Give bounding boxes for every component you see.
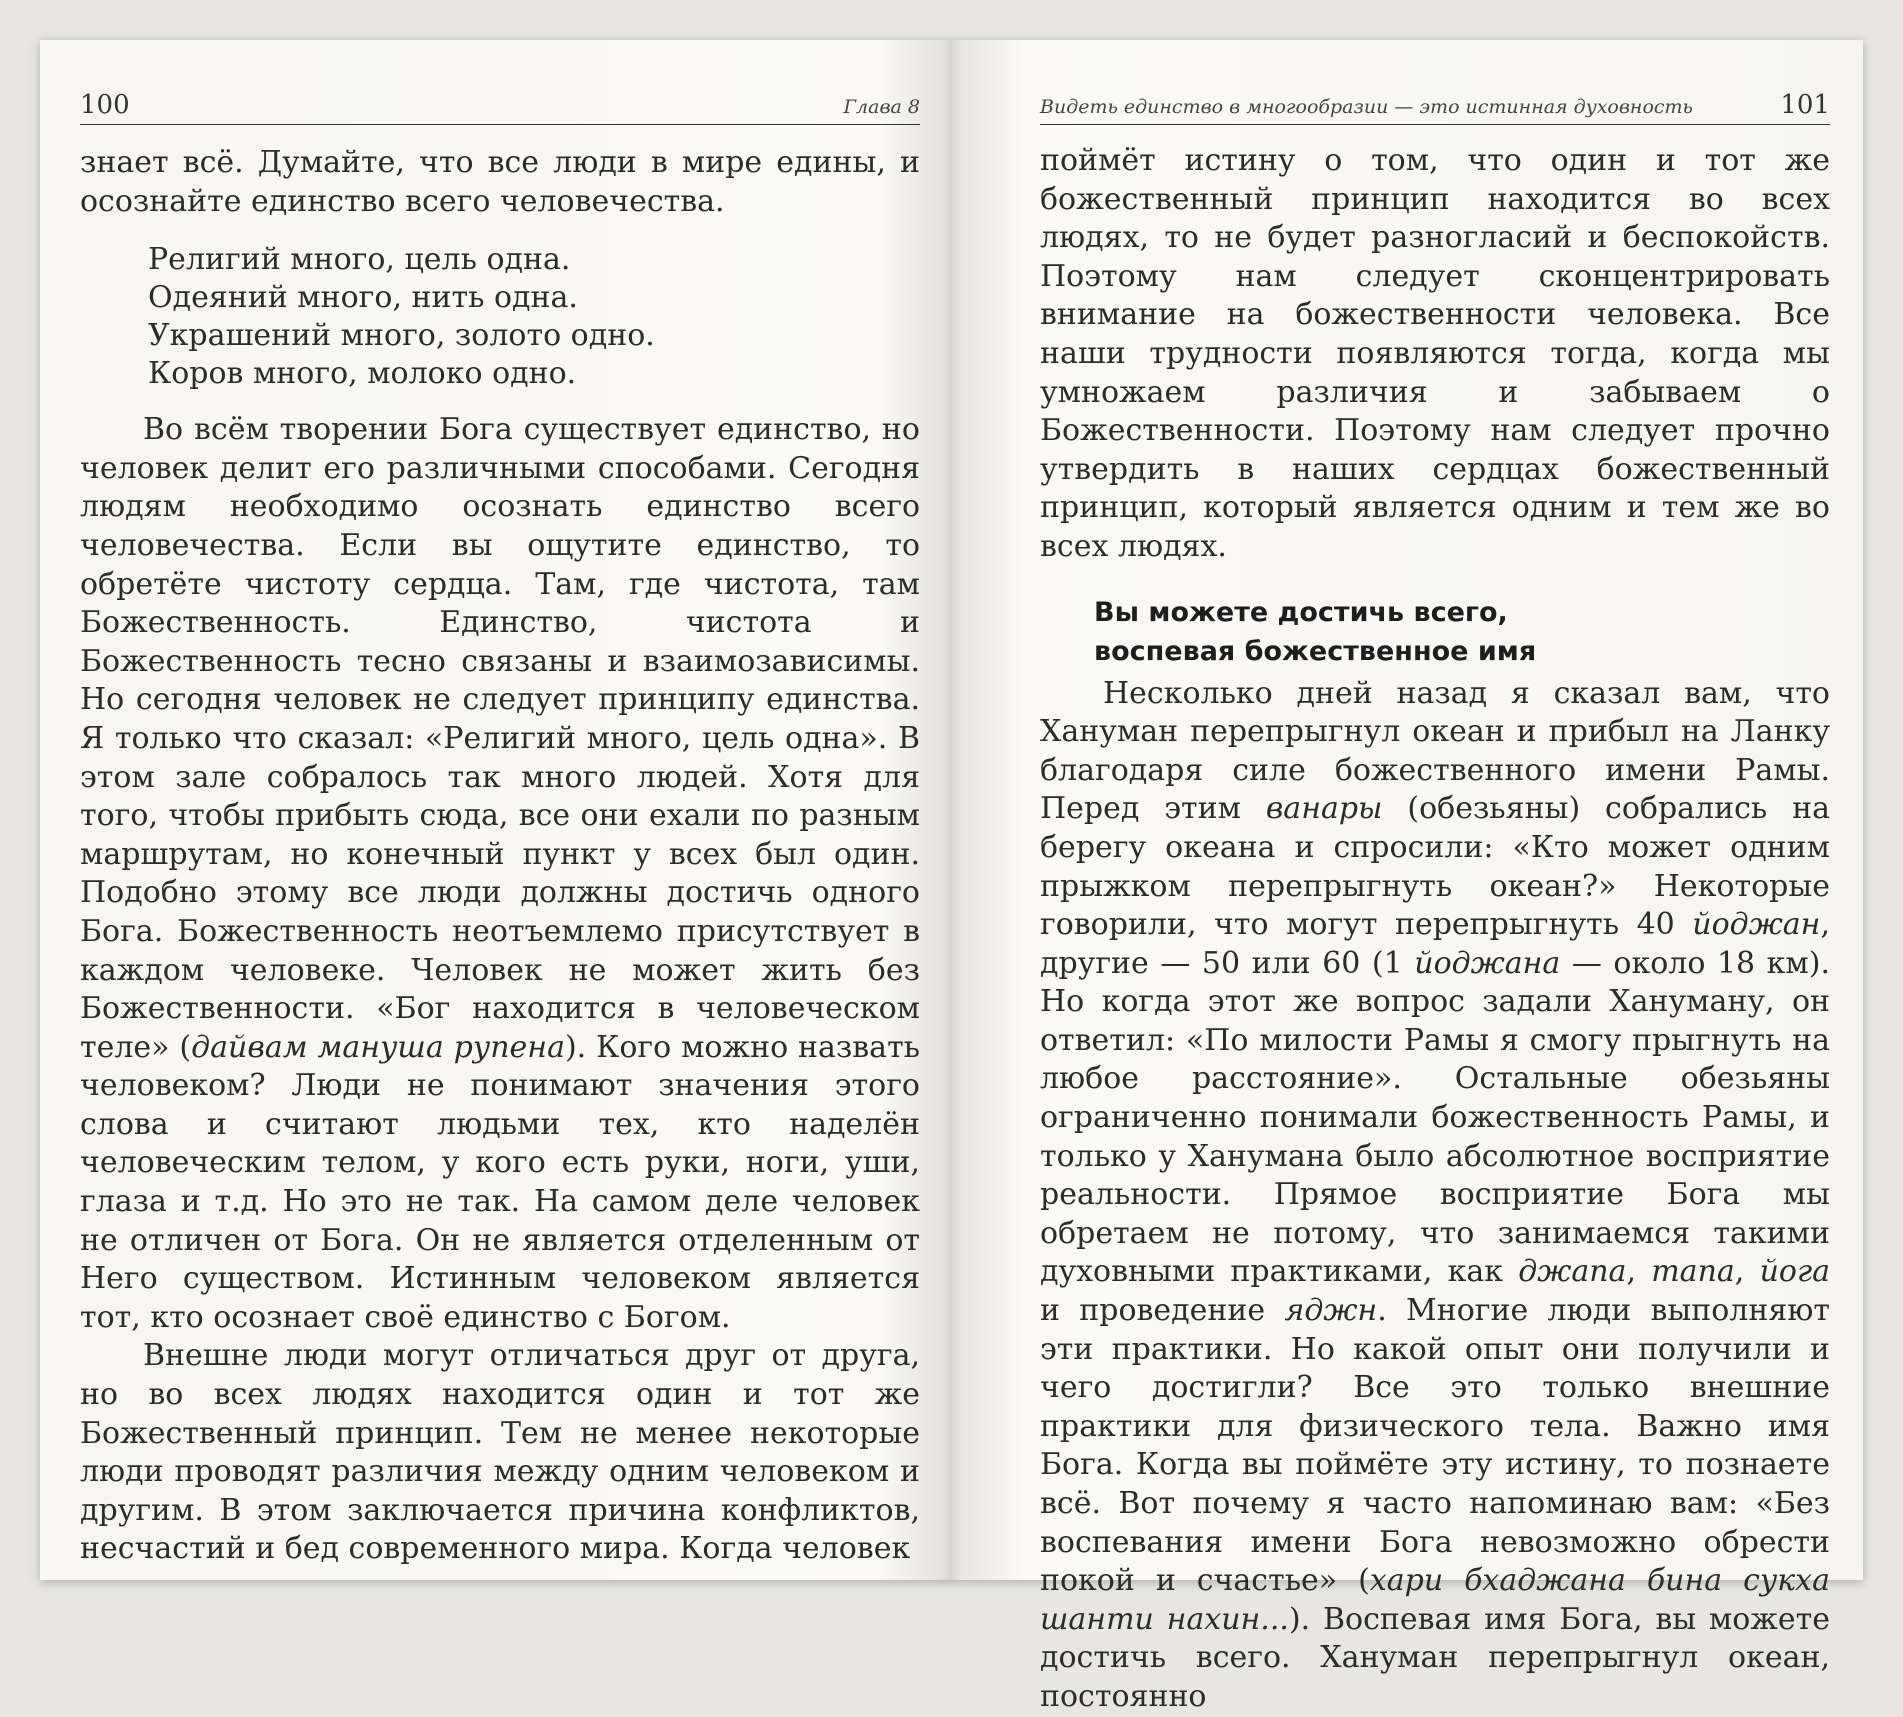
right-page [1030, 40, 1831, 1714]
text-run: , [1734, 1254, 1760, 1290]
italic-term: йоджана [1414, 945, 1561, 981]
paragraph: знает всё. Думайте, что все люди в мире едины, и осознайте единство всего человечества. [80, 145, 920, 219]
italic-term: хари бхаджана бина сукха шанти нахин... [1040, 1563, 1830, 1637]
verse-line: Религий много, цель одна. [148, 242, 571, 278]
right-page-body [1040, 142, 1830, 1717]
italic-term: яджн [1284, 1293, 1378, 1329]
text-run: Несколько дней назад я сказал вам, что Хануман перепрыгнул океан и прибыл на Ланку благодаря силе божественного имени Рамы. Перед этим [1040, 675, 1830, 827]
text-run: — около 18 км). Но когда этот же вопрос задали Хануману, он ответил: «По милости Рамы я смогу прыгнуть на любое расстояние». Остальные обезьяны ограниченно понимали божественность Рамы, и только у Ханумана было абсолютное восприятие реальности. Прямое восприятие Бога мы обретаем не потому, что занимаемся такими духовными практиками, как [1040, 945, 1830, 1290]
paragraph: поймёт истину о том, что один и тот же божественный принцип находится во всех людях, то не будет разногласий и беспокойств. Поэтому нам следует сконцентрировать внимание на божественности человека. Все наши трудности появляются тогда, когда мы умножаем различия и забываем о Божественности. Поэтому нам следует прочно утвердить в наших сердцах божественный принцип, который является одним и тем же во всех людях. [1040, 143, 1830, 564]
verse-block [148, 241, 920, 393]
italic-term: джапа [1518, 1254, 1627, 1290]
heading-line: воспевая божественное имя [1094, 635, 1537, 667]
verse-line: Коров много, молоко одно. [148, 356, 577, 392]
text-run: Во всём творении Бога существует единство, но человек делит его различными способами. Сегодня людям необходимо осознать единство всего человечества. Если вы ощутите единство, то обретёте чистоту сердца. Там, где чистота, там Божественность. Единство, чистота и Божественность тесно связаны и взаимозависимы. Но сегодня человек не следует принципу единства. Я только что сказал: «Религий много, цель одна». В этом зале собралось так много людей. Хотя для того, чтобы прибыть сюда, все они ехали по разным маршрутам, но конечный пункт у всех был один. Подобно этому все люди должны достичь одного Бога. Божественность неотъемлемо присутствует в каждом человеке. Человек не может жить без Божественности. «Бог находится в человеческом теле» ( [80, 412, 920, 1065]
text-run: (обезьяны) собрались на берегу океана и спросили: «Кто может одним прыжком перепрыгнуть океан?» Некоторые говорили, что могут перепрыгнуть 40 [1040, 791, 1830, 943]
italic-term: тапа [1651, 1254, 1735, 1290]
text-run: ). Воспевая имя Бога, вы можете достичь всего. Хануман перепрыгнул океан, постоянно [1040, 1601, 1831, 1714]
running-head: Глава 8 [843, 96, 920, 118]
italic-term: йога [1759, 1254, 1830, 1290]
left-page-body [80, 144, 920, 1569]
page-number: 100 [80, 90, 130, 120]
text-run: и проведение [1040, 1293, 1285, 1329]
verse-line: Одеяний много, нить одна. [148, 280, 578, 316]
text-run: , другие — 50 или 60 (1 [1040, 907, 1830, 981]
text-run: , [1626, 1254, 1652, 1290]
italic-term: дайвам мануша рупена [191, 1029, 565, 1065]
paragraph [1040, 675, 1830, 1717]
right-page-header [1040, 82, 1830, 125]
italic-term: ванары [1265, 791, 1383, 827]
left-page [70, 40, 920, 1580]
book-spread [40, 40, 1863, 1714]
running-head: Видеть единство в многообразии — это истинная духовность [1040, 96, 1693, 118]
text-run: . Многие люди выполняют эти практики. Но какой опыт они получили и чего достигли? Все это только внешние практики для физического тела. Важно имя Бога. Когда вы поймёте эту истину, то познаете всё. Вот почему я часто напоминаю вам: «Без воспевания имени Бога невозможно обрести покой и счастье» ( [1040, 1293, 1830, 1599]
verse-line: Украшений много, золото одно. [148, 318, 655, 354]
paragraph [80, 411, 920, 1337]
paragraph: Внешне люди могут отличаться друг от друга, но во всех людях находится один и тот же Божественный принцип. Тем не менее некоторые люди проводят различия между одним человеком и другим. В этом заключается причина конфликтов, несчастий и бед современного мира. Когда человек [80, 1338, 920, 1567]
left-page-header [80, 82, 920, 125]
heading-line: Вы можете достичь всего, [1094, 596, 1508, 628]
section-heading [1094, 593, 1830, 671]
page-number: 101 [1780, 90, 1830, 120]
text-run: ). Кого можно назвать человеком? Люди не понимают значения этого слова и считают людьми тех, кто наделён человеческим телом, у кого есть руки, ноги, уши, глаза и т.д. Но это не так. На самом деле человек не отличен от Бога. Он не является отделенным от Него существом. Истинным человеком является тот, кто осознает своё единство с Богом. [80, 1029, 920, 1335]
italic-term: йоджан [1692, 907, 1821, 943]
